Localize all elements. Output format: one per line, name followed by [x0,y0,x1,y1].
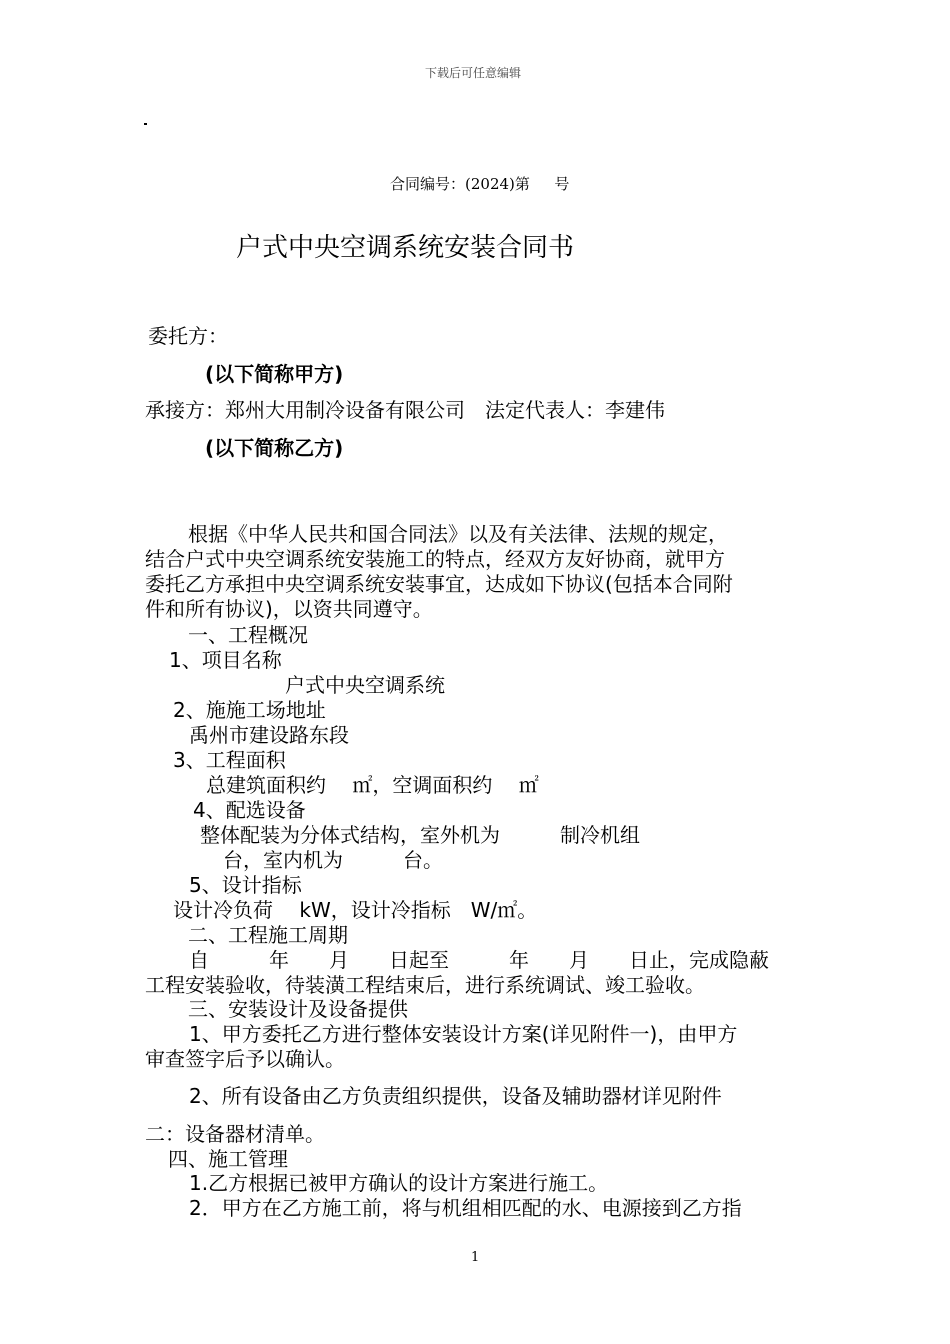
page-number: 1 [471,1250,480,1265]
body-line: 委托乙方承担中央空调系统安装事宜，达成如下协议(包括本合同附 [145,572,733,596]
body-line: 审查签字后予以确认。 [145,1047,345,1071]
body-line: 结合户式中央空调系统安装施工的特点，经双方友好协商，就甲方 [145,547,725,571]
item-value: 禹州市建设路东段 [189,723,349,747]
body-line: 2．甲方在乙方施工前，将与机组相匹配的水、电源接到乙方指 [189,1196,742,1220]
body-line: 根据《中华人民共和国合同法》以及有关法律、法规的规定， [188,522,728,546]
body-line: 1.乙方根据已被甲方确认的设计方案进行施工。 [189,1171,609,1195]
section-heading: 三、安装设计及设备提供 [188,997,408,1021]
body-line: 二：设备器材清单。 [145,1122,325,1146]
contractor-line: 承接方：郑州大用制冷设备有限公司 法定代表人：李建伟 [145,398,665,422]
item-value: 整体配装为分体式结构，室外机为 制冷机组 [200,823,640,847]
item-value: 台，室内机为 台。 [223,848,443,872]
section-heading: 四、施工管理 [168,1147,288,1171]
client-alias: (以下简称甲方) [205,362,344,386]
document-title: 户式中央空调系统安装合同书 [236,233,575,263]
item-value: 设计冷负荷 kW，设计冷指标 W/㎡。 [173,898,538,922]
section-heading: 一、工程概况 [188,623,308,647]
body-line: 1、甲方委托乙方进行整体安装设计方案(详见附件一)，由甲方 [189,1022,738,1046]
item-label: 1、项目名称 [169,648,282,672]
header-note: 下载后可任意编辑 [425,66,522,80]
section-heading: 二、工程施工周期 [188,923,348,947]
body-line: 工程安装验收，待装潢工程结束后，进行系统调试、竣工验收。 [145,973,705,997]
item-label: 4、配选设备 [193,798,306,822]
item-label: 3、工程面积 [173,748,286,772]
item-value: 总建筑面积约 ㎡，空调面积约 ㎡ [206,773,539,797]
body-line: 2、所有设备由乙方负责组织提供，设备及辅助器材详见附件 [189,1084,722,1108]
body-line: 件和所有协议)，以资共同遵守。 [145,597,433,621]
item-label: 5、设计指标 [189,873,302,897]
client-label: 委托方： [148,324,228,348]
item-value: 户式中央空调系统 [285,673,445,697]
margin-mark [144,123,147,125]
body-line: 自 年 月 日起至 年 月 日止，完成隐蔽 [189,948,769,972]
contract-number: 合同编号：(2024)第 号 [390,175,570,193]
item-label: 2、施施工场地址 [173,698,326,722]
contractor-alias: (以下简称乙方) [205,436,344,460]
